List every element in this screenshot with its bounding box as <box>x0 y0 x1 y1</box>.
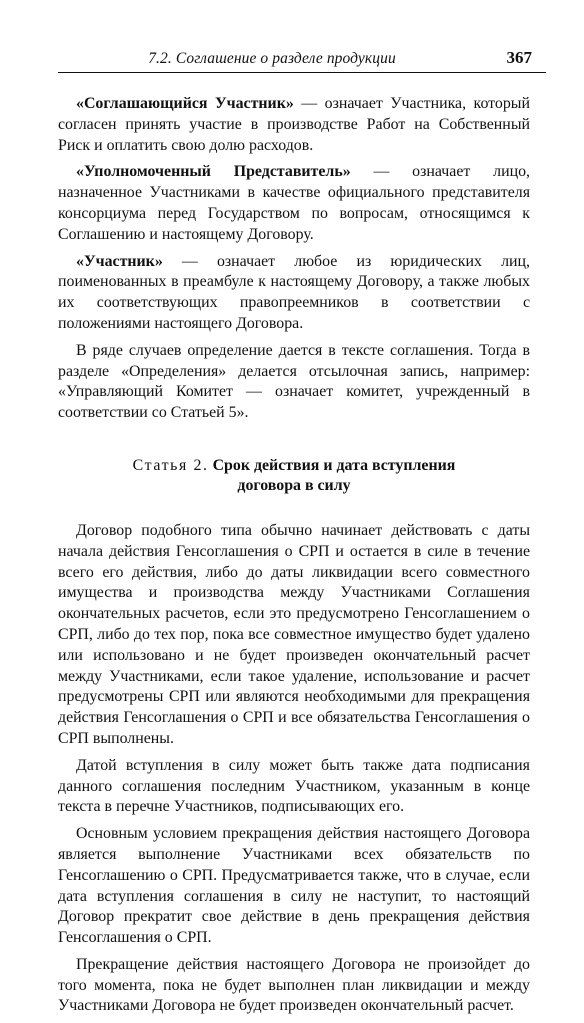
definition-paragraph <box>58 94 530 156</box>
note-paragraph: В ряде случаев определение дается в тексте соглашения. Тогда в разделе «Определения» делается отсылочная запись, например: «Управляющий Комитет — означает комитет, учрежденный в соответствии со Статьей 5». <box>58 341 530 422</box>
definition-paragraph <box>58 162 530 245</box>
definition-term: «Соглашающийся Участник» <box>76 95 294 112</box>
section-title-line2: договора в силу <box>237 476 351 494</box>
section-heading <box>58 456 530 496</box>
section-title-line1: Срок действия и дата вступления <box>212 456 456 474</box>
running-header <box>58 48 546 73</box>
definition-text: — означает любое из юридических лиц, поименованных в преамбуле к настоящему Договору, а также любых их соответствующих правопреемников в соответствии с положениями настоящего Договора. <box>58 252 530 332</box>
section-paragraph: Прекращение действия настоящего Договора не произойдет до того момента, пока не будет выполнен план ликвидации и между Участниками Договора не будет произведен окончательный расчет. <box>58 955 530 1015</box>
definition-text: — означает Участника, который согласен принять участие в производстве Работ на Собственный Риск и оплатить свою долю расходов. <box>58 95 530 154</box>
section-paragraph: Датой вступления в силу может быть также дата подписания данного соглашения последним Участником, указанным в конце текста в перечне Участников, подписывающих его. <box>58 756 530 816</box>
section-paragraph: Основным условием прекращения действия настоящего Договора является выполнение Участниками всех обязательств по Генсоглашению о СРП. Предусматривается также, что в случае, если дата вступления соглашения в силу не наступит, то настоящий Договор прекратит свое действие в день прекращения действия Генсоглашения о СРП. <box>58 825 530 947</box>
definition-paragraph <box>58 252 530 335</box>
section-prefix: Статья 2. <box>132 456 209 474</box>
definition-term: «Уполномоченный Представитель» <box>76 163 351 181</box>
body-text <box>58 94 530 1023</box>
definition-term: «Участник» <box>76 252 163 270</box>
page-number: 367 <box>506 48 532 67</box>
definition-text: — означает лицо, назначенное Участниками в качестве официального представителя консорциума перед Государством по вопросам, относящимся к Соглашению и настоящему Договору. <box>58 163 530 243</box>
section-paragraph: Договор подобного типа обычно начинает действовать с даты начала действия Генсоглашения о СРП и остается в силе в течение всего его действия, либо до даты ликвидации всего совместного имущества и производства между Участниками Соглашения окончательных расчетов, если это предусмотрено Генсоглашением о СРП, либо до тех пор, пока все совместное имущество будет удалено или использовано и не будет произведен окончательный расчет между Участниками, если такое удаление, использование и расчет предусмотрены СРП или являются необходимыми для прекращения действия Генсоглашения о СРП и все обязательства Генсоглашения о СРП выполнены. <box>58 521 530 747</box>
running-title: 7.2. Соглашение о разделе продукции <box>148 50 396 67</box>
